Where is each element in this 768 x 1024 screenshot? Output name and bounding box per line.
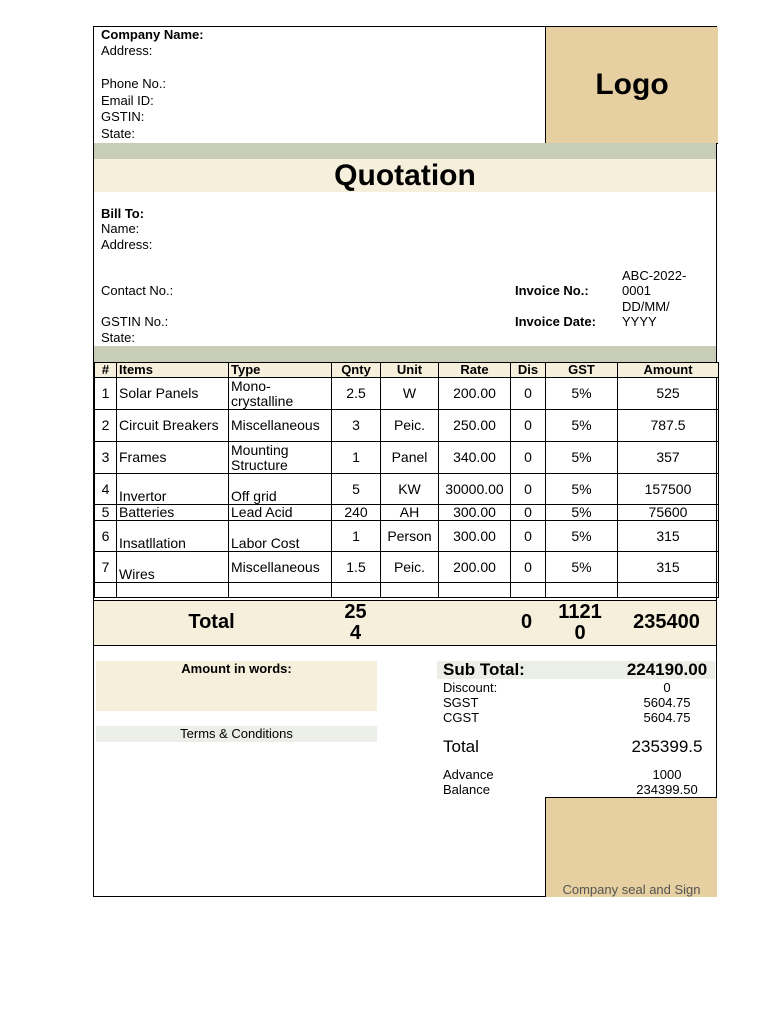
cell-type: Labor Cost	[229, 521, 332, 552]
totals-dis: 0	[520, 611, 533, 633]
cell-unit: KW	[381, 474, 439, 505]
cell-gst: 5%	[546, 505, 618, 521]
cell-amount: 157500	[618, 474, 719, 505]
company-phone-label: Phone No.:	[101, 76, 167, 91]
cell-no: 7	[95, 552, 117, 583]
table-row	[95, 474, 719, 505]
cell-no: 6	[95, 521, 117, 552]
cell-qty: 3	[332, 410, 381, 442]
cell-item: Circuit Breakers	[117, 410, 229, 442]
amount-in-words-label: Amount in words:	[181, 661, 292, 676]
col-header-rate: Rate	[439, 363, 511, 378]
cell-item: Solar Panels	[117, 378, 229, 410]
advance-value: 1000	[652, 767, 682, 782]
company-seal-box	[545, 797, 717, 897]
page-title: Quotation	[94, 159, 716, 192]
cell-dis: 0	[511, 410, 546, 442]
discount-label: Discount:	[443, 680, 498, 695]
invoice-no-value-line2: 0001	[622, 283, 651, 298]
cell-amount: 787.5	[618, 410, 719, 442]
invoice-date-value-line1: DD/MM/	[622, 299, 670, 314]
totals-qty-line2: 4	[349, 622, 362, 644]
cell-unit: Peic.	[381, 552, 439, 583]
table-header-row	[95, 363, 719, 378]
grand-total-label: Total	[443, 737, 479, 756]
cell-gst: 5%	[546, 410, 618, 442]
table-row	[95, 552, 719, 583]
cell-gst: 5%	[546, 474, 618, 505]
sgst-label: SGST	[443, 695, 479, 710]
cell-dis: 0	[511, 442, 546, 474]
separator-band	[94, 143, 716, 159]
invoice-date-value-line2: YYYY	[622, 314, 657, 329]
balance-value: 234399.50	[636, 782, 698, 797]
col-header-items: Items	[117, 363, 229, 378]
cell-no: 4	[95, 474, 117, 505]
cell-type: Mono-crystalline	[229, 378, 332, 410]
bill-to-contact-label: Contact No.:	[101, 283, 174, 298]
cell-amount: 315	[618, 552, 719, 583]
col-header-dis: Dis	[511, 363, 546, 378]
company-gstin-label: GSTIN:	[101, 109, 145, 124]
cell-type: Lead Acid	[229, 505, 332, 521]
cell-unit: AH	[381, 505, 439, 521]
invoice-no-value-line1: ABC-2022-	[622, 268, 687, 283]
table-row	[95, 505, 719, 521]
bill-to-name-label: Name:	[101, 221, 140, 236]
col-header-qnty: Qnty	[332, 363, 381, 378]
table-row	[95, 442, 719, 474]
items-table	[94, 362, 719, 598]
col-header-gst: GST	[546, 363, 618, 378]
logo-placeholder: Logo	[545, 27, 718, 144]
cell-rate: 30000.00	[439, 474, 511, 505]
totals-label: Total	[188, 611, 235, 633]
company-email-label: Email ID:	[101, 93, 154, 108]
cell-unit: Peic.	[381, 410, 439, 442]
cell-gst: 5%	[546, 378, 618, 410]
cell-unit: Panel	[381, 442, 439, 474]
discount-value: 0	[663, 680, 671, 695]
company-name-label: Company Name:	[101, 27, 204, 42]
cell-gst: 5%	[546, 521, 618, 552]
cell-rate: 200.00	[439, 552, 511, 583]
table-row	[95, 378, 719, 410]
cell-item: Frames	[117, 442, 229, 474]
cell-no: 3	[95, 442, 117, 474]
cell-dis: 0	[511, 378, 546, 410]
totals-gst-line2: 0	[574, 622, 586, 644]
cell-type: Mounting Structure	[229, 442, 332, 474]
totals-row	[94, 600, 716, 646]
totals-amount: 235400	[633, 611, 700, 633]
cell-type: Off grid	[229, 474, 332, 505]
subtotal-label: Sub Total:	[443, 660, 525, 679]
cell-amount: 525	[618, 378, 719, 410]
cell-type: Miscellaneous	[229, 552, 332, 583]
table-row	[95, 521, 719, 552]
cell-dis: 0	[511, 505, 546, 521]
col-header-amount: Amount	[618, 363, 719, 378]
company-state-label: State:	[101, 126, 135, 141]
cell-no: 5	[95, 505, 117, 521]
cell-dis: 0	[511, 552, 546, 583]
cell-item: Insatllation	[117, 521, 229, 552]
cell-rate: 300.00	[439, 505, 511, 521]
cell-unit: Person	[381, 521, 439, 552]
col-header-unit: Unit	[381, 363, 439, 378]
cell-amount: 75600	[618, 505, 719, 521]
cell-item: Wires	[117, 552, 229, 583]
subtotal-value: 224190.00	[626, 660, 708, 679]
quotation-sheet	[93, 26, 717, 897]
cell-gst: 5%	[546, 442, 618, 474]
bill-to-state-label: State:	[101, 330, 135, 345]
grand-total-value: 235399.5	[631, 737, 703, 756]
cell-dis: 0	[511, 474, 546, 505]
sgst-value: 5604.75	[643, 695, 691, 710]
company-seal-label: Company seal and Sign	[562, 882, 701, 897]
cell-qty: 2.5	[332, 378, 381, 410]
cell-amount: 357	[618, 442, 719, 474]
cell-amount: 315	[618, 521, 719, 552]
col-header-no: #	[95, 363, 117, 378]
totals-qty-line1: 25	[344, 601, 367, 623]
terms-conditions-label: Terms & Conditions	[96, 726, 377, 742]
cell-item: Batteries	[117, 505, 229, 521]
cell-qty: 5	[332, 474, 381, 505]
cell-rate: 200.00	[439, 378, 511, 410]
cell-no: 2	[95, 410, 117, 442]
amount-in-words-box	[96, 661, 377, 711]
cell-item: Invertor	[117, 474, 229, 505]
subtotal-row	[437, 661, 715, 679]
invoice-no-label: Invoice No.:	[515, 283, 589, 298]
totals-gst-line1: 1121	[558, 601, 602, 623]
cell-rate: 300.00	[439, 521, 511, 552]
table-row-empty	[95, 583, 719, 598]
cell-rate: 250.00	[439, 410, 511, 442]
cgst-value: 5604.75	[643, 710, 691, 725]
advance-label: Advance	[443, 767, 494, 782]
col-header-type: Type	[229, 363, 332, 378]
cell-rate: 340.00	[439, 442, 511, 474]
cell-no: 1	[95, 378, 117, 410]
balance-label: Balance	[443, 782, 490, 797]
cell-qty: 1	[332, 521, 381, 552]
cell-gst: 5%	[546, 552, 618, 583]
cell-qty: 1.5	[332, 552, 381, 583]
cell-type: Miscellaneous	[229, 410, 332, 442]
cell-qty: 1	[332, 442, 381, 474]
company-address-label: Address:	[101, 43, 153, 58]
table-row	[95, 410, 719, 442]
cgst-label: CGST	[443, 710, 480, 725]
bill-to-gstin-label: GSTIN No.:	[101, 314, 169, 329]
invoice-date-label: Invoice Date:	[515, 314, 596, 329]
cell-qty: 240	[332, 505, 381, 521]
bill-to-address-label: Address:	[101, 237, 153, 252]
cell-dis: 0	[511, 521, 546, 552]
separator-band	[94, 346, 716, 362]
bill-to-heading: Bill To:	[101, 206, 145, 221]
cell-unit: W	[381, 378, 439, 410]
